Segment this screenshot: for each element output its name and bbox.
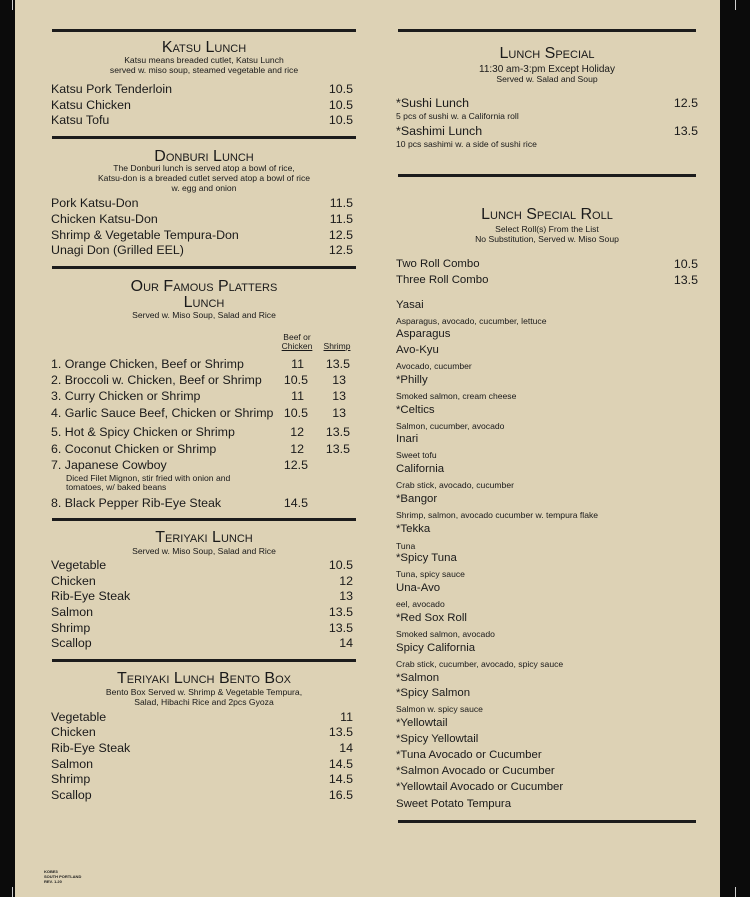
section-title: Lunch [183,294,225,311]
menu-item-name: Scallop [51,636,92,650]
column-header: Chicken [281,341,313,351]
special-item-description: 5 pcs of sushi w. a California roll [396,111,519,121]
roll-name: *Celtics [396,404,435,416]
menu-item-name: Rib-Eye Steak [51,589,131,603]
menu-item-name: Shrimp [51,621,91,635]
section-subtitle: w. egg and onion [171,183,237,193]
roll-name: *Salmon Avocado or Cucumber [396,765,555,777]
menu-item-price: 16.5 [328,788,353,802]
section-subtitle: Served w. Miso Soup, Salad and Rice [132,310,276,320]
roll-name: California [396,463,445,475]
combo-name: Two Roll Combo [396,258,480,270]
section-subtitle: Served w. Miso Soup, Salad and Rice [132,546,276,556]
section-subtitle: No Substitution, Served w. Miso Soup [475,234,619,244]
platter-item-description: tomatoes, w/ baked beans [66,482,167,492]
divider-rule [398,29,696,32]
platter-item-name: 4. Garlic Sauce Beef, Chicken or Shrimp [51,406,274,420]
roll-name: *Yellowtail [396,717,448,729]
menu-item-name: Chicken [51,725,96,739]
column-header: Beef or [283,332,311,342]
section-title: Lunch Special [499,45,595,62]
section-subtitle: Select Roll(s) From the List [495,224,599,234]
menu-item-name: Scallop [51,788,92,802]
platter-item-name: 5. Hot & Spicy Chicken or Shrimp [51,425,235,439]
menu-item-price: 11 [340,710,353,724]
roll-description: Crab stick, avocado, cucumber [396,480,514,490]
roll-description: Smoked salmon, avocado [396,629,495,639]
combo-price: 10.5 [673,257,698,271]
platter-price-beef-chicken: 10.5 [283,373,308,387]
platter-item-name: 1. Orange Chicken, Beef or Shrimp [51,357,244,371]
roll-name: *Tekka [396,523,431,535]
column-header: Shrimp [323,341,351,351]
scan-edge-left [12,0,13,10]
roll-name: *Bangor [396,493,438,505]
section-title: Our Famous Platters [130,278,278,295]
menu-item-price: 10.5 [328,82,353,96]
combo-name: Three Roll Combo [396,274,489,286]
platter-price-beef-chicken: 11 [291,389,304,403]
scan-edge-right [735,0,736,10]
special-item-name: *Sashimi Lunch [396,124,483,138]
menu-item-name: Salmon [51,605,94,619]
roll-name: *Salmon [396,672,440,684]
menu-item-price: 12 [339,574,353,588]
section-subtitle: Katsu means breaded cutlet, Katsu Lunch [124,55,284,65]
roll-description: Shrimp, salmon, avocado cucumber w. tempura flake [396,510,599,520]
platter-price-shrimp: 13.5 [325,425,350,439]
menu-item-name: Katsu Chicken [51,98,131,112]
roll-name: Una-Avo [396,582,441,594]
platter-item-name: 8. Black Pepper Rib-Eye Steak [51,496,222,510]
menu-item-name: Rib-Eye Steak [51,741,131,755]
menu-item-price: 10.5 [328,98,353,112]
menu-item-price: 12.5 [328,243,353,257]
platter-price-beef-chicken: 11 [291,357,304,371]
roll-description: eel, avocado [396,599,445,609]
section-subtitle: Katsu-don is a breaded cutlet served atop a bowl of rice [97,173,311,183]
roll-name: *Yellowtail Avocado or Cucumber [396,781,564,793]
menu-item-price: 12.5 [328,228,353,242]
footer-code: KOBE3 [44,869,58,874]
footer-code: REV. 1.20 [44,879,62,884]
menu-item-name: Katsu Tofu [51,113,110,127]
roll-description: Crab stick, cucumber, avocado, spicy sauce [396,659,564,669]
roll-name: Asparagus [396,328,451,340]
menu-item-price: 10.5 [328,113,353,127]
special-item-price: 12.5 [673,96,698,110]
roll-description: Avocado, cucumber [396,361,472,371]
roll-name: *Spicy Salmon [396,687,471,699]
platter-price-beef-chicken: 12 [290,442,304,456]
menu-item-name: Unagi Don (Grilled EEL) [51,243,184,257]
menu-item-price: 14.5 [328,772,353,786]
divider-rule [52,136,356,139]
roll-description: Tuna [396,541,416,551]
section-title: Lunch Special Roll [481,206,613,223]
section-subtitle: Salad, Hibachi Rice and 2pcs Gyoza [134,697,274,707]
roll-name: Inari [396,433,419,445]
menu-item-name: Katsu Pork Tenderloin [51,82,172,96]
scan-edge-left [12,887,13,897]
divider-rule [398,174,696,177]
platter-price-shrimp: 13 [332,389,346,403]
special-item-name: *Sushi Lunch [396,96,470,110]
combo-price: 13.5 [673,273,698,287]
menu-item-name: Chicken Katsu-Don [51,212,158,226]
menu-item-price: 11.5 [329,212,353,226]
roll-description: Asparagus, avocado, cucumber, lettuce [396,316,547,326]
roll-name: Avo-Kyu [396,344,439,356]
menu-item-name: Pork Katsu-Don [51,196,139,210]
roll-description: Tuna, spicy sauce [396,569,465,579]
platter-price-shrimp: 13 [332,373,346,387]
roll-name: *Red Sox Roll [396,612,467,624]
menu-item-price: 14 [339,741,353,755]
platter-item-name: 6. Coconut Chicken or Shrimp [51,442,217,456]
platter-item-name: 7. Japanese Cowboy [51,458,167,472]
section-subtitle: served w. miso soup, steamed vegetable and rice [109,65,299,75]
roll-name: Spicy California [396,642,476,654]
special-item-price: 13.5 [673,124,698,138]
roll-name: *Tuna Avocado or Cucumber [396,749,542,761]
section-subtitle: Served w. Salad and Soup [496,74,598,84]
menu-item-name: Salmon [51,757,94,771]
menu-item-name: Vegetable [51,558,107,572]
platter-price-beef-chicken: 12.5 [283,458,308,472]
divider-rule [398,820,696,823]
roll-name: Sweet Potato Tempura [396,798,512,810]
menu-item-price: 10.5 [328,558,353,572]
section-title: Donburi Lunch [154,148,254,165]
menu-item-name: Shrimp & Vegetable Tempura-Don [51,228,239,242]
divider-rule [52,266,356,269]
menu-item-price: 14.5 [328,757,353,771]
platter-item-name: 2. Broccoli w. Chicken, Beef or Shrimp [51,373,262,387]
roll-name: *Spicy Yellowtail [396,733,479,745]
menu-item-price: 13.5 [328,605,353,619]
roll-name: Yasai [396,299,424,311]
section-title: Teriyaki Lunch Bento Box [117,670,291,687]
roll-description: Salmon, cucumber, avocado [396,421,505,431]
platter-price-beef-chicken: 14.5 [283,496,308,510]
section-title: Teriyaki Lunch [155,529,253,546]
scan-edge-right [735,887,736,897]
roll-description: Salmon w. spicy sauce [396,704,483,714]
platter-price-shrimp: 13.5 [325,357,350,371]
menu-item-price: 13 [339,589,353,603]
platter-price-shrimp: 13.5 [325,442,350,456]
roll-name: *Philly [396,374,428,386]
section-subtitle: The Donburi lunch is served atop a bowl of rice, [113,163,295,173]
section-title: Katsu Lunch [161,39,247,56]
menu-item-name: Shrimp [51,772,91,786]
divider-rule [52,29,356,32]
section-subtitle: 11:30 am-3:pm Except Holiday [479,64,615,75]
divider-rule [52,659,356,662]
menu-item-price: 11.5 [329,196,353,210]
footer-code: SOUTH PORTLAND [44,874,82,879]
platter-price-beef-chicken: 12 [290,425,304,439]
menu-item-price: 13.5 [328,725,353,739]
platter-item-name: 3. Curry Chicken or Shrimp [51,389,201,403]
menu-item-name: Chicken [51,574,96,588]
platter-item-description: Diced Filet Mignon, stir fried with onion and [66,473,231,483]
platter-price-shrimp: 13 [332,406,346,420]
special-item-description: 10 pcs sashimi w. a side of sushi rice [396,139,537,149]
menu-item-name: Vegetable [51,710,107,724]
divider-rule [52,518,356,521]
roll-description: Sweet tofu [396,450,437,460]
menu-item-price: 14 [339,636,353,650]
section-subtitle: Bento Box Served w. Shrimp & Vegetable Tempura, [105,687,303,697]
platter-price-beef-chicken: 10.5 [283,406,308,420]
menu-item-price: 13.5 [328,621,353,635]
roll-name: *Spicy Tuna [396,552,457,564]
roll-description: Smoked salmon, cream cheese [396,391,517,401]
